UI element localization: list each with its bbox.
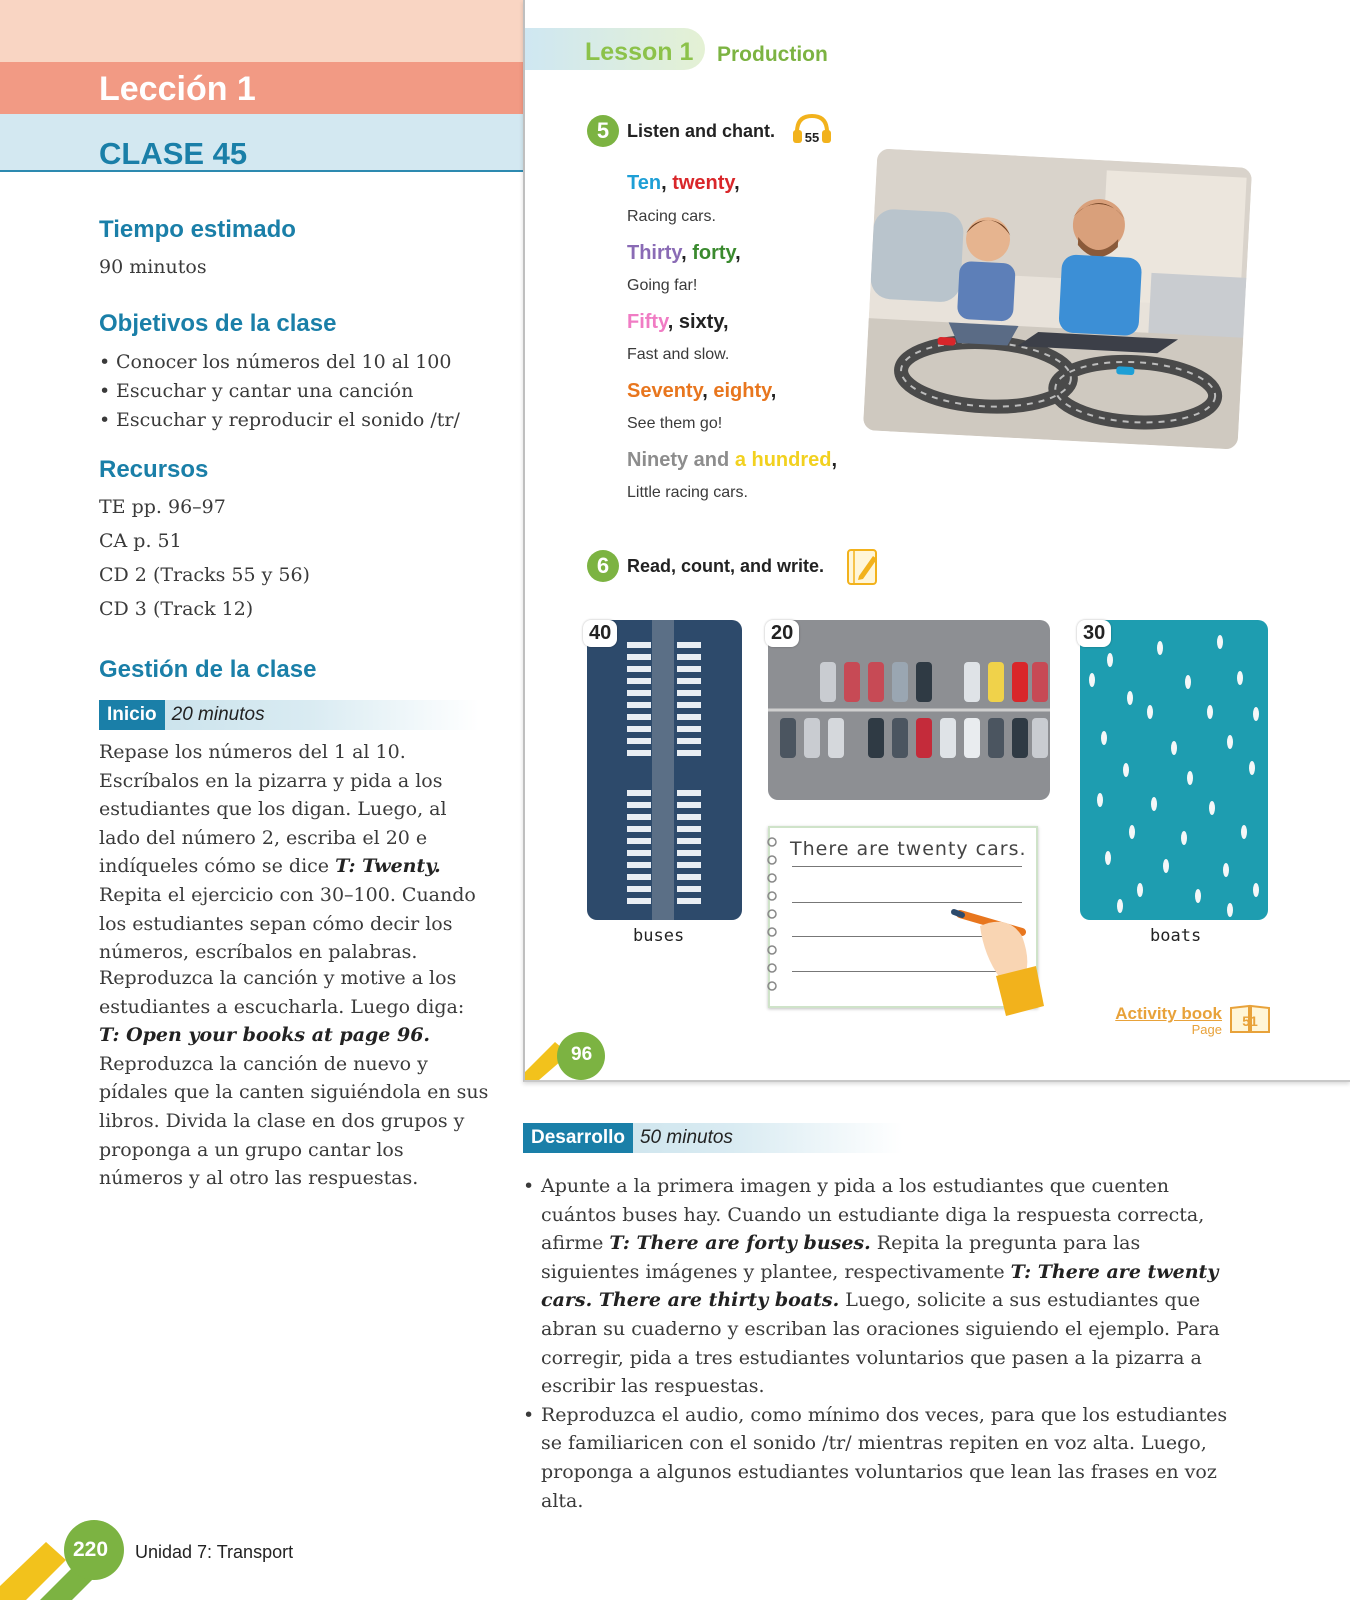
headphones-icon[interactable] [791, 112, 833, 146]
boats-photo [1080, 620, 1268, 920]
list-item: • Apunte a la primera imagen y pida a los estudiantes que cuenten cuántos buses hay. Cuando un estudiante diga la respuesta correcta, afirme T: There are forty buses. Repita la pregunta para las siguientes imágenes y plantee, respectivamente T: There are twenty cars. There are thirty boats. Luego, solicite a sus estudiantes que abran su cuaderno y escriban las oraciones siguiendo el ejemplo. Para corregir, pida a tres estudiantes voluntarios que pasen a la pizarra a escribir las respuestas. [523, 1172, 1243, 1401]
inicio-label: Inicio [99, 700, 165, 730]
example-sentence: There are twenty cars. [790, 838, 1027, 860]
list-item: • Reproduzca el audio, como mínimo dos veces, para que los estudiantes se familiaricen con el sonido /tr/ mientras repiten en voz alta. Luego, proponga a algunos estudiantes voluntarios que lean las frases en voz alta. [523, 1401, 1243, 1515]
activity-page-label: Page [1191, 1022, 1222, 1037]
chant-line-7: Seventy, eighty, [627, 380, 777, 402]
list-item: • Escuchar y cantar una canción [99, 377, 499, 406]
svg-text:55: 55 [804, 130, 820, 145]
exercise-6-number: 6 [587, 550, 619, 582]
recursos-heading: Recursos [99, 456, 209, 483]
tiempo-heading: Tiempo estimado [99, 216, 296, 243]
desarrollo-list [523, 1172, 1243, 1515]
footer-unit: Unidad 7: Transport [135, 1542, 294, 1562]
resource-item: CA p. 51 [99, 530, 182, 552]
chant-line-9: Ninety and a hundred, [627, 449, 838, 471]
buses-photo [587, 620, 742, 920]
writing-line[interactable] [792, 902, 1022, 903]
leccion-title: Lección 1 [99, 70, 256, 108]
header-band-clase [0, 114, 523, 172]
notebook-spiral-icon [764, 834, 780, 1004]
chant-line-5: Fifty, sixty, [627, 311, 729, 333]
footer-corner-decoration [0, 1520, 130, 1600]
activity-book-icon[interactable] [1229, 1002, 1271, 1034]
cars-photo [768, 620, 1050, 800]
exercise-5-instruction: Listen and chant. [627, 121, 776, 141]
lesson-label: Lesson 1 [585, 38, 694, 66]
list-item: • Conocer los números del 10 al 100 [99, 348, 499, 377]
tiempo-value: 90 minutos [99, 256, 207, 278]
image-caption: buses [633, 926, 685, 946]
chant-line-8: See them go! [627, 415, 723, 432]
desarrollo-time: 50 minutos [639, 1127, 733, 1148]
resource-item: TE pp. 96–97 [99, 496, 226, 518]
activity-book-link[interactable]: Activity book [1115, 1004, 1222, 1023]
desarrollo-label: Desarrollo [523, 1123, 633, 1153]
header-band-leccion [0, 62, 523, 114]
clase-title: CLASE 45 [99, 136, 248, 171]
count-badge: 30 [1077, 620, 1111, 647]
image-caption: boats [1150, 926, 1202, 946]
chant-line-10: Little racing cars. [627, 484, 748, 501]
exercise-6-instruction: Read, count, and write. [627, 556, 825, 576]
resource-item: CD 3 (Track 12) [99, 598, 254, 620]
pencil-notebook-icon[interactable] [845, 546, 883, 588]
song-paragraph: Reproduzca la canción y motive a los estudiantes a escucharla. Luego diga: T: Open your books at page 96. Reproduzca la canción de nuevo y pídales que la canten siguiéndola en sus libros. Divida la clase en dos grupos y proponga a un grupo cantar los números y al otro las respuestas. [99, 967, 489, 1190]
writing-hand-icon [950, 906, 1050, 1016]
writing-line [792, 866, 1022, 867]
section-label: Production [717, 43, 828, 66]
resource-item: CD 2 (Tracks 55 y 56) [99, 564, 310, 586]
count-badge: 40 [583, 620, 617, 647]
racing-track-photo [863, 148, 1252, 449]
inicio-paragraph: Repase los números del 1 al 10. Escríbalos en la pizarra y pida a los estudiantes que los digan. Luego, al lado del número 2, escriba el 20 e indíqueles cómo se dice T: Twenty. Repita el ejercicio con 30–100. Cuando los estudiantes sepan cómo decir los números, escríbalos en palabras. [99, 741, 476, 964]
chant-line-4: Going far! [627, 277, 698, 294]
count-badge: 20 [765, 620, 799, 647]
page-corner-decoration [525, 1016, 615, 1080]
objetivos-heading: Objetivos de la clase [99, 310, 337, 337]
svg-text:51: 51 [1242, 1013, 1258, 1029]
inicio-bar [99, 700, 479, 730]
inicio-time: 20 minutos [171, 704, 265, 725]
list-item: • Escuchar y reproducir el sonido /tr/ [99, 406, 499, 435]
chant-line-6: Fast and slow. [627, 346, 730, 363]
gestion-heading: Gestión de la clase [99, 656, 317, 683]
student-book-page [523, 0, 1350, 1082]
chant-line-3: Thirty, forty, [627, 242, 741, 264]
chant-line-2: Racing cars. [627, 208, 716, 225]
writing-notebook [768, 826, 1038, 1008]
objetivos-list [99, 348, 499, 435]
chant-line-1: Ten, twenty, [627, 172, 740, 194]
header-band-top [0, 0, 523, 62]
student-book-page-number: 96 [571, 1044, 593, 1065]
exercise-5-number: 5 [587, 115, 619, 147]
desarrollo-bar [523, 1123, 903, 1153]
footer-page-number: 220 [73, 1538, 109, 1561]
